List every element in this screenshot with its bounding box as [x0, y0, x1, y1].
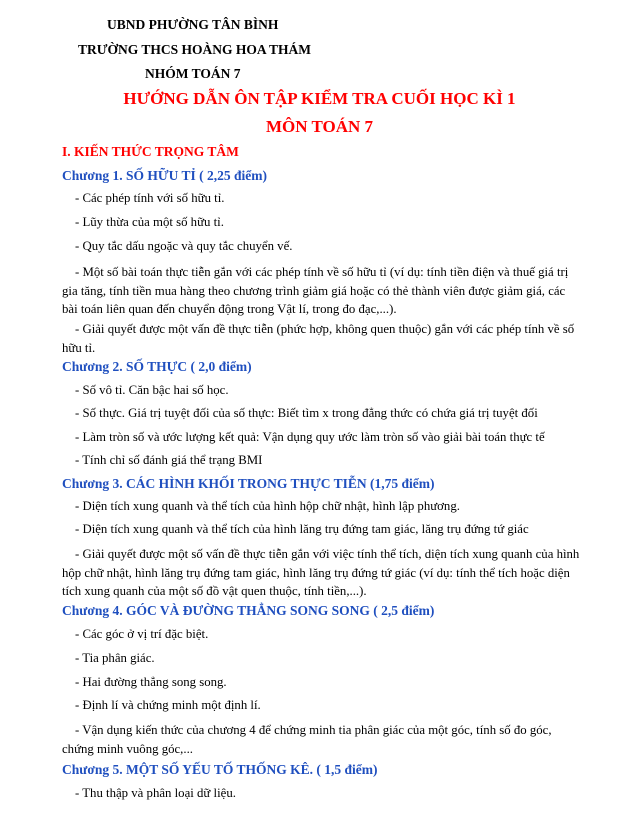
chapter-1-item: - Giải quyết được một vấn đề thực tiễn (phức hợp, không quen thuộc) gắn với các phép tính về số hữu tỉ. [62, 322, 575, 355]
chapter-2-item: - Số thực. Giá trị tuyệt đối của số thực: Biết tìm x trong đẳng thức có chứa giá trị tuyệt đối [75, 406, 538, 420]
chapter-1-item: - Một số bài toán thực tiễn gắn với các phép tính về số hữu tỉ (ví dụ: tính tiền điện và thuế giá trị gia tăng, tính tiền mua hàng theo chương trình giảm giá hoặc có thẻ thành viên được giảm giá, các bài toán liên quan đến chuyển động trong Vật lí, trong đo đạc,...). [62, 265, 569, 316]
chapter-3-item: - Diện tích xung quanh và thể tích của hình lăng trụ đứng tam giác, lăng trụ đứng tứ giác [75, 522, 529, 536]
chapter-2-item: - Làm tròn số và ước lượng kết quả: Vận dụng quy ước làm tròn số vào giải bài toán thực tế [75, 430, 545, 444]
chapter-5-item: - Thu thập và phân loại dữ liệu. [75, 786, 236, 800]
ward-name: UBND PHƯỜNG TÂN BÌNH [107, 17, 279, 32]
chapter-2-item: - Số vô tỉ. Căn bậc hai số học. [75, 383, 229, 397]
chapter-1-heading: Chương 1. SỐ HỮU TỈ ( 2,25 điểm) [62, 168, 267, 183]
chapter-3-item: - Diện tích xung quanh và thể tích của hình hộp chữ nhật, hình lập phương. [75, 499, 460, 513]
chapter-1-item: - Các phép tính với số hữu tỉ. [75, 191, 225, 205]
chapter-2-heading: Chương 2. SỐ THỰC ( 2,0 điểm) [62, 359, 252, 374]
chapter-4-item: - Tia phân giác. [75, 651, 155, 665]
chapter-3-heading: Chương 3. CÁC HÌNH KHỐI TRONG THỰC TIỄN (1,75 điểm) [62, 476, 435, 491]
chapter-2-item: - Tính chỉ số đánh giá thể trạng BMI [75, 453, 263, 467]
group-name: NHÓM TOÁN 7 [145, 66, 241, 81]
chapter-1-item: - Quy tắc dấu ngoặc và quy tắc chuyển vế. [75, 239, 293, 253]
school-name: TRƯỜNG THCS HOÀNG HOA THÁM [78, 42, 312, 57]
chapter-1-item: - Lũy thừa của một số hữu tỉ. [75, 215, 224, 229]
chapter-3-item: - Giải quyết được một số vấn đề thực tiễn gắn với việc tính thể tích, diện tích xung quanh của hình hộp chữ nhật, hình lăng trụ đứng tam giác, hình lăng trụ đứng tứ giác (ví dụ: tính thể tích hoặc diện tích xung quanh của một số đồ vật quen thuộc, tính tiền,...). [62, 547, 580, 598]
chapter-4-item: - Hai đường thẳng song song. [75, 675, 227, 689]
document-title: HƯỚNG DẪN ÔN TẬP KIỂM TRA CUỐI HỌC KÌ 1 [123, 89, 516, 108]
document-subtitle: MÔN TOÁN 7 [265, 117, 374, 136]
chapter-5-heading: Chương 5. MỘT SỐ YẾU TỐ THỐNG KÊ. ( 1,5 điểm) [62, 762, 378, 777]
chapter-4-heading: Chương 4. GÓC VÀ ĐƯỜNG THẲNG SONG SONG ( 2,5 điểm) [62, 603, 435, 618]
chapter-4-item: - Định lí và chứng minh một định lí. [75, 698, 261, 712]
chapter-4-item: - Các góc ở vị trí đặc biệt. [75, 627, 209, 641]
chapter-4-item: - Vận dụng kiến thức của chương 4 để chứng minh tia phân giác của một góc, tính số đo góc, chứng minh vuông góc,... [62, 723, 552, 756]
section-heading: I. KIẾN THỨC TRỌNG TÂM [62, 144, 239, 159]
